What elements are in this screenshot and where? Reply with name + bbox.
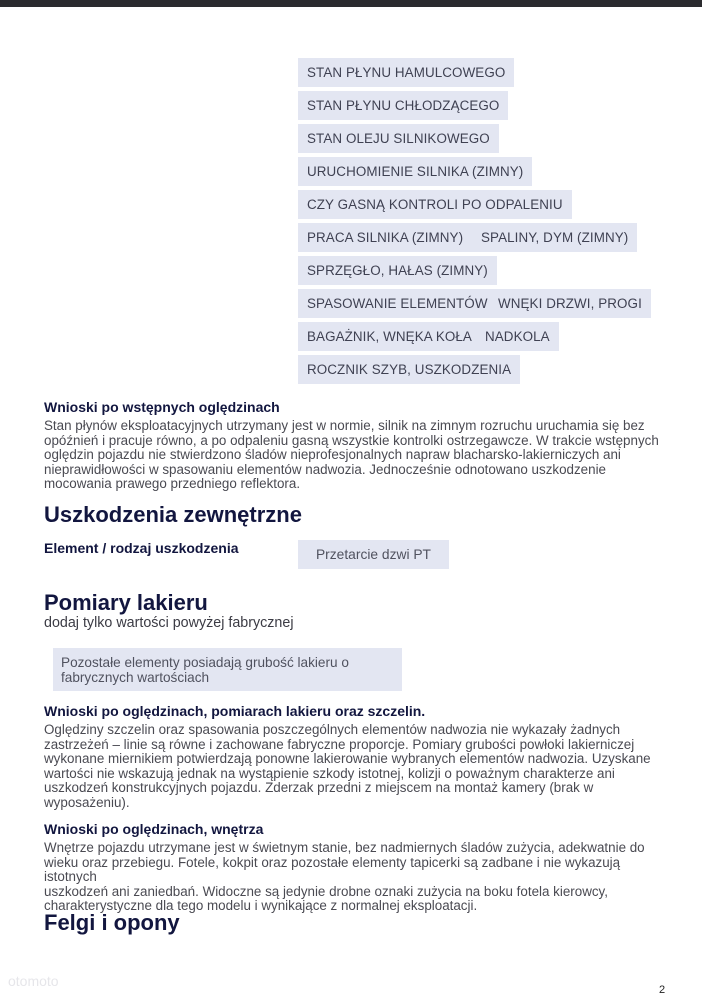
checklist-tag: STAN OLEJU SILNIKOWEGO	[298, 124, 499, 153]
interior-text	[44, 841, 664, 914]
wheels-title: Felgi i opony	[44, 910, 180, 935]
text-line: Wnętrze pojazdu utrzymane jest w świetnym stanie, bez nadmiernych śladów zużycia, adekwatnie do	[44, 840, 645, 855]
checklist-tag: SPALINY, DYM (ZIMNY)	[472, 223, 637, 252]
initial-inspection-heading: Wnioski po wstępnych oględzinach	[44, 399, 280, 415]
checklist-tag: BAGAŻNIK, WNĘKA KOŁA	[298, 322, 481, 351]
checklist-tag: PRACA SILNIKA (ZIMNY)	[298, 223, 472, 252]
checklist-tag: CZY GASNĄ KONTROLI PO ODPALENIU	[298, 190, 572, 219]
text-line: uszkodzeń konstrukcyjnych pojazdu. Zderzak przedni z miejscem na montaż kamery (brak w	[44, 780, 594, 795]
watermark-logo: otomoto	[8, 973, 59, 989]
initial-inspection-text	[44, 419, 664, 492]
text-line: wykonane miernikiem potwierdzają ponowne lakierowanie wybranych elementów nadwozia. Uzyskane	[44, 751, 651, 766]
text-line: mocowania prawego przedniego reflektora.	[44, 476, 301, 491]
interior-heading: Wnioski po oględzinach, wnętrza	[44, 821, 264, 837]
text-line: zastrzeżeń – linie są równe i zachowane fabryczne proporcje. Pomiary grubości powłoki lakierniczej	[44, 736, 635, 752]
checklist-tag: WNĘKI DRZWI, PROGI	[489, 289, 651, 318]
checklist-tag: ROCZNIK SZYB, USZKODZENIA	[298, 355, 520, 384]
checklist-tag: SPASOWANIE ELEMENTÓW	[298, 289, 497, 318]
page-number: 2	[659, 984, 666, 996]
text-line: nieprawidłowości w spasowaniu elementów nadwozia. Jednocześnie odnotowano uszkodzenie	[44, 461, 607, 477]
text-line: Stan płynów eksploatacyjnych utrzymany jest w normie, silnik na zimnym rozruchu uruchamia się bez	[44, 418, 645, 433]
text-line: wartości nie wskazują jednak na wystąpienie szkody istotnej, kolizji o poważnym charakterze ani	[44, 765, 615, 781]
paint-note-line: fabrycznych wartościach	[61, 670, 210, 685]
text-line: uszkodzeń ani zaniedbań. Widoczne są jedynie drobne oznaki zużycia na boku fotela kierowcy,	[44, 883, 608, 899]
paint-note-line: Pozostałe elementy posiadają grubość lakieru o	[61, 655, 349, 670]
external-damage-title: Uszkodzenia zewnętrzne	[44, 502, 302, 527]
checklist-tag: NADKOLA	[476, 322, 559, 351]
top-bar	[0, 0, 702, 7]
measurements-heading: Wnioski po oględzinach, pomiarach lakieru oraz szczelin.	[44, 703, 426, 719]
checklist-tag: STAN PŁYNU CHŁODZĄCEGO	[298, 91, 508, 120]
text-line: opóźnień i pracuje równo, a po odpaleniu gasną wszystkie kontrolki ostrzegawcze. W trakcie wstępnych	[44, 432, 659, 448]
text-line: charakterystyczne dla tego modelu i wynikające z normalnej eksploatacji.	[44, 898, 478, 913]
damage-label: Element / rodzaj uszkodzenia	[44, 540, 239, 556]
text-line: oględzin pojazdu nie stwierdzono śladów nieprofesjonalnych napraw blacharsko-lakierniczych ani	[44, 447, 621, 462]
measurements-text	[44, 723, 664, 810]
paint-note	[53, 648, 402, 691]
checklist-tag: SPRZĘGŁO, HAŁAS (ZIMNY)	[298, 256, 497, 285]
checklist-tag: STAN PŁYNU HAMULCOWEGO	[298, 58, 514, 87]
damage-value: Przetarcie dzwi PT	[298, 540, 449, 569]
checklist-tag: URUCHOMIENIE SILNIKA (ZIMNY)	[298, 157, 532, 186]
paint-title: Pomiary lakieru	[44, 590, 208, 615]
text-line: Oględziny szczelin oraz spasowania poszczególnych elementów nadwozia nie wykazały żadnych	[44, 722, 621, 737]
text-line: wieku oraz przebiegu. Fotele, kokpit oraz pozostałe elementy tapicerki są zadbane i nie wykazują istotnych	[44, 854, 621, 884]
paint-subtitle: dodaj tylko wartości powyżej fabrycznej	[44, 615, 294, 631]
text-line: wyposażeniu).	[44, 794, 130, 810]
